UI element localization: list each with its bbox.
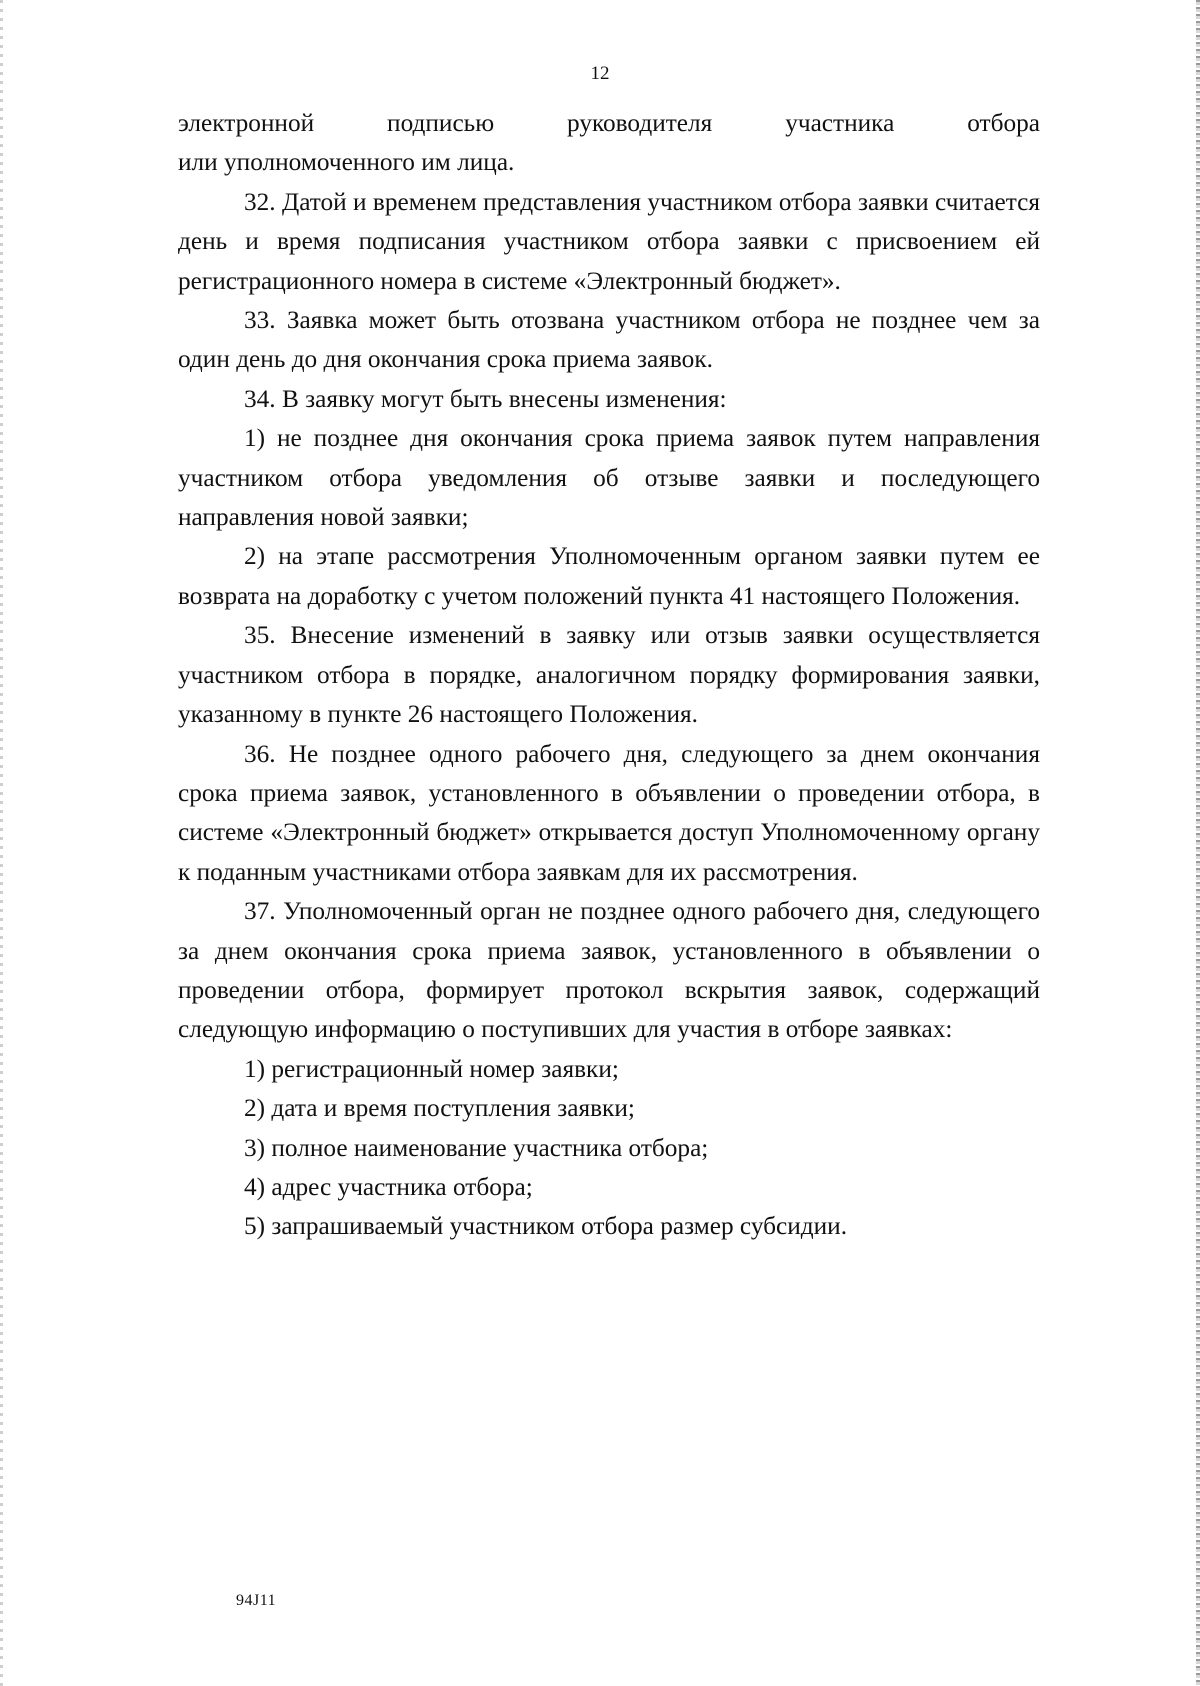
paragraph-33: 33. Заявка может быть отозвана участником отбора не позднее чем за один день до дня окончания срока приема заявок. xyxy=(178,306,1040,374)
list-item-37-2: 2) дата и время поступления заявки; xyxy=(244,1094,635,1123)
list-item-37-3: 3) полное наименование участника отбора; xyxy=(244,1133,709,1162)
list-item-37-5: 5) запрашиваемый участником отбора размер субсидии. xyxy=(244,1212,848,1241)
document-code: 94J11 xyxy=(236,1592,277,1609)
scan-edge-left xyxy=(0,0,3,1686)
paragraph-37: 37. Уполномоченный орган не позднее одного рабочего дня, следующего за днем окончания срока приема заявок, установленного в объявлении о проведении отбора, формирует протокол вскрытия заявок, содержащий следующую информацию о поступивших для участия в отборе заявках: xyxy=(178,897,1040,1044)
list-item-34-2: 2) на этапе рассмотрения Уполномоченным органом заявки путем ее возврата на доработку с учетом положений пункта 41 настоящего Положения. xyxy=(178,542,1040,610)
paragraph-continuation-line: электронной подписью руководителя участника отбора xyxy=(178,109,1040,137)
list-item-37-4: 4) адрес участника отбора; xyxy=(244,1172,533,1201)
page-number: 12 xyxy=(590,63,610,84)
list-item-34-1: 1) не позднее дня окончания срока приема заявок путем направления участником отбора уведомления об отзыве заявки и последующего направления новой заявки; xyxy=(178,424,1040,532)
paragraph-34: 34. В заявку могут быть внесены изменения: xyxy=(244,384,727,413)
paragraph-continuation-end: или уполномоченного им лица. xyxy=(178,148,515,177)
paragraph-36: 36. Не позднее одного рабочего дня, следующего за днем окончания срока приема заявок, установленного в объявлении о проведении отбора, в системе «Электронный бюджет» открывается доступ Уполномоченному органу к поданным участниками отбора заявкам для их рассмотрения. xyxy=(178,739,1040,886)
document-body xyxy=(178,104,1040,1247)
scan-edge-right xyxy=(1196,0,1200,1686)
paragraph-32: 32. Датой и временем представления участником отбора заявки считается день и время подписания участником отбора заявки с присвоением ей регистрационного номера в системе «Электронный бюджет». xyxy=(178,187,1040,295)
list-item-37-1: 1) регистрационный номер заявки; xyxy=(244,1054,619,1083)
paragraph-35: 35. Внесение изменений в заявку или отзыв заявки осуществляется участником отбора в порядке, аналогичном порядку формирования заявки, указанному в пункте 26 настоящего Положения. xyxy=(178,621,1040,729)
